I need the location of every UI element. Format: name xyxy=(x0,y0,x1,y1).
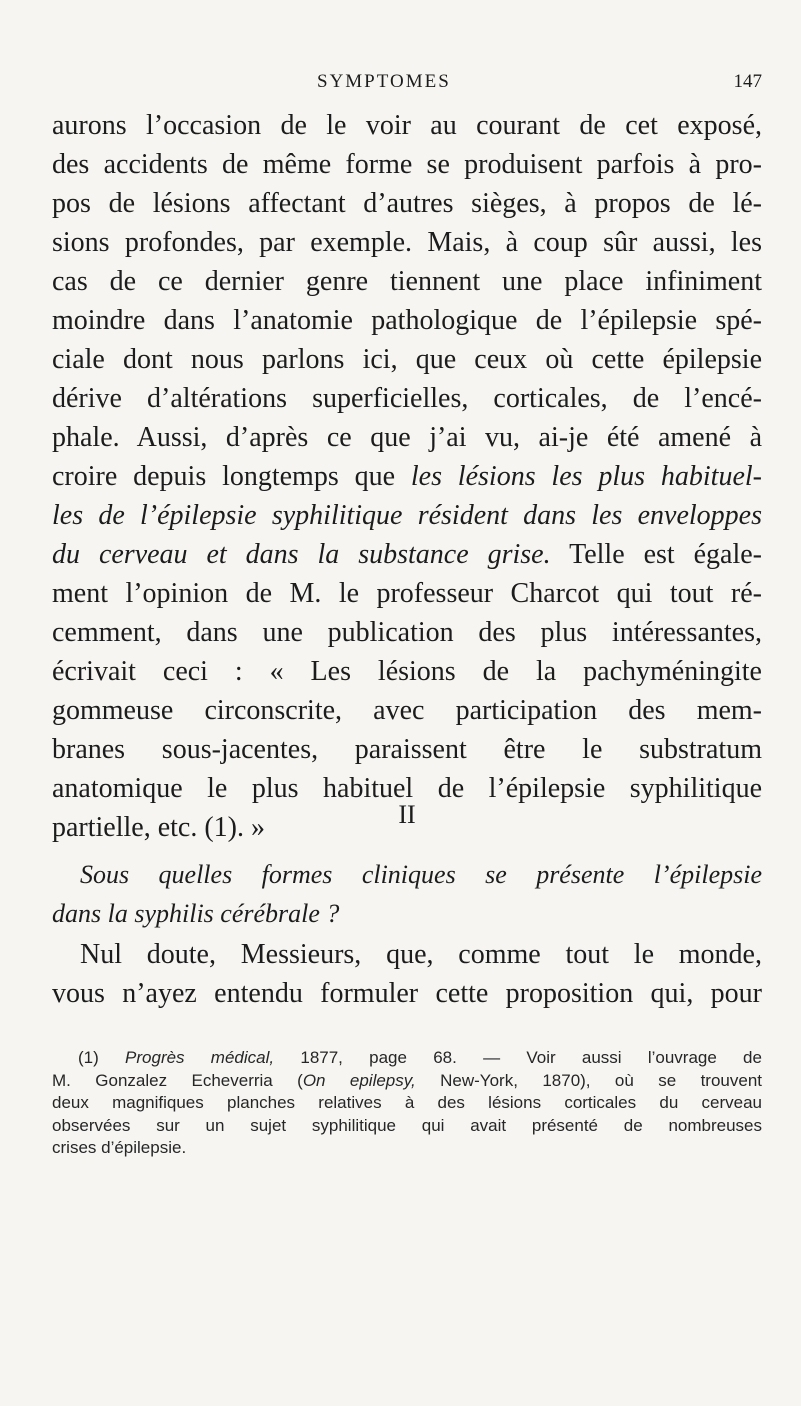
text-line: branes sous-jacentes, paraissent être le substratum xyxy=(52,734,762,765)
text-span: Telle est égale- xyxy=(569,539,763,570)
text-line: aurons l’occasion de le voir au courant de cet exposé, xyxy=(52,110,762,141)
text-line: sions profondes, par exemple. Mais, à coup sûr aussi, les xyxy=(52,227,762,258)
footnote-marker: (1) xyxy=(78,1048,99,1067)
footnote-citation: Progrès médical, xyxy=(125,1048,275,1067)
footnote-line xyxy=(52,1047,762,1070)
italic-span: les lésions les plus habituel- xyxy=(410,461,762,492)
footnote-line: crises d’épilepsie. xyxy=(52,1138,187,1157)
text-line: anatomique le plus habituel de l’épilepsie syphilitique xyxy=(52,773,762,804)
text-line: phale. Aussi, d’après ce que j’ai vu, ai-je été amené à xyxy=(52,422,762,453)
text-line: des accidents de même forme se produisent parfois à pro- xyxy=(52,149,762,180)
section-title-line: dans la syphilis cérébrale ? xyxy=(52,899,340,928)
section-title xyxy=(52,855,762,933)
footnote-citation: On epilepsy, xyxy=(302,1070,416,1090)
text-line: pos de lésions affectant d’autres sièges, à propos de lé- xyxy=(52,188,762,219)
text-span: croire depuis longtemps que xyxy=(52,461,396,492)
footnote xyxy=(52,1047,762,1160)
footnote-line: observées sur un sujet syphilitique qui avait présenté de nombreuses xyxy=(52,1115,762,1135)
text-line: ment l’opinion de M. le professeur Charcot qui tout ré- xyxy=(52,578,762,609)
text-span: M. Gonzalez Echeverria ( xyxy=(52,1070,303,1090)
text-line: cas de ce dernier genre tiennent une place infiniment xyxy=(52,266,762,297)
italic-span: du cerveau et dans la substance grise. xyxy=(52,539,551,570)
body-paragraph-2 xyxy=(52,935,762,1013)
running-head xyxy=(52,71,762,93)
text-span: 1877, page 68. — Voir aussi l’ouvrage de xyxy=(300,1048,762,1067)
italic-span: les de l’épilepsie syphilitique résident dans les enveloppes xyxy=(52,500,762,531)
text-line: écrivait ceci : « Les lésions de la pachyméningite xyxy=(52,656,762,687)
text-line: gommeuse circonscrite, avec participation des mem- xyxy=(52,695,762,726)
running-head-title: SYMPTOMES xyxy=(317,71,451,92)
text-line: Nul doute, Messieurs, que, comme tout le monde, xyxy=(80,939,762,970)
text-line-italic xyxy=(52,496,762,535)
text-line: partielle, etc. (1). » xyxy=(52,812,266,843)
text-line-mixed xyxy=(52,535,762,574)
footnote-line: deux magnifiques planches relatives à des lésions corticales du cerveau xyxy=(52,1093,762,1112)
text-span: New-York, 1870), où se trouvent xyxy=(440,1070,763,1090)
text-line: ciale dont nous parlons ici, que ceux où cette épilepsie xyxy=(52,344,762,375)
section-title-line: Sous quelles formes cliniques se présente l’épilepsie xyxy=(80,860,762,889)
footnote-line xyxy=(52,1070,762,1093)
text-line: cemment, dans une publication des plus intéressantes, xyxy=(52,617,762,648)
page-number: 147 xyxy=(733,71,762,92)
text-line-mixed xyxy=(52,457,762,496)
text-line: vous n’ayez entendu formuler cette proposition qui, pour xyxy=(52,978,762,1009)
text-line: dérive d’altérations superficielles, corticales, de l’encé- xyxy=(52,383,762,414)
body-paragraph xyxy=(52,106,762,847)
text-line: moindre dans l’anatomie pathologique de l’épilepsie spé- xyxy=(52,305,762,336)
section-number: II xyxy=(398,800,416,829)
